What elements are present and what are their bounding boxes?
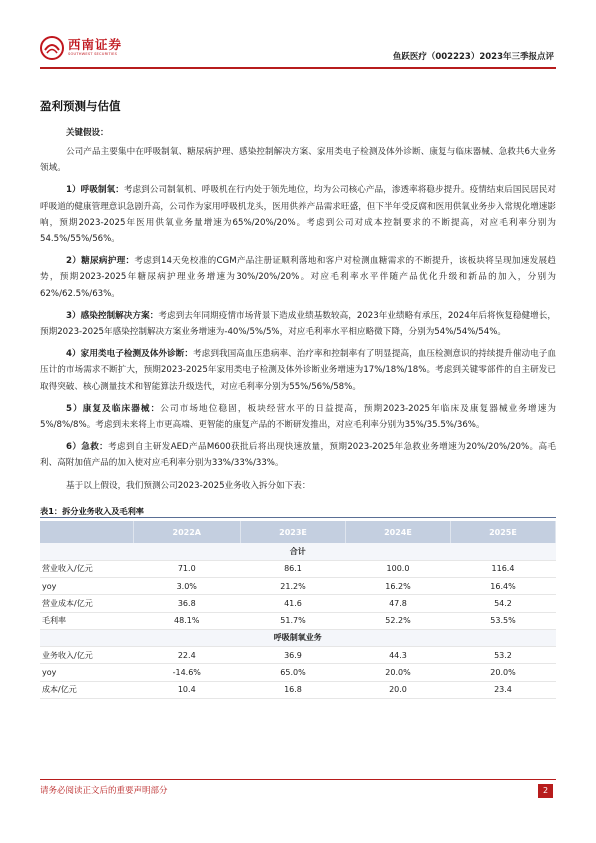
- assumption-paragraph: [40, 182, 556, 247]
- key-assumptions-heading: 关键假设：: [66, 128, 109, 138]
- assumption-paragraph: [40, 346, 556, 395]
- revenue-breakdown-table: [40, 521, 556, 699]
- report-title: 鱼跃医疗（002223）2023年三季报点评: [392, 52, 554, 62]
- table-cell: 20.0%: [345, 664, 450, 681]
- section-title: 盈利预测与估值: [40, 99, 121, 113]
- table-cell: 22.4: [133, 647, 241, 664]
- table-top-rule: [40, 517, 556, 519]
- assumption-title: 4）家用类电子检测及体外诊断：: [66, 349, 194, 360]
- table-cell: 营业收入/亿元: [40, 560, 133, 577]
- table-caption: 表1：拆分业务收入及毛利率: [40, 505, 144, 516]
- intro-paragraph: 公司产品主要集中在呼吸制氧、糖尿病护理、感染控制解决方案、家用类电子检测及体外诊断、康复与临床器械、急救共6大业务领域。: [40, 147, 556, 174]
- table-cell: 36.8: [133, 595, 241, 612]
- table-header-cell: 2022A: [133, 521, 241, 543]
- table-header-cell: 2025E: [450, 521, 555, 543]
- table-cell: 业务收入/亿元: [40, 647, 133, 664]
- table-group-label: 合计: [40, 543, 556, 560]
- assumption-text: 考虑到14天免校准的CGM产品注册证顺利落地和客户对检测血糖需求的不断提升，该板块将呈现加速发展趋势，预期2023-2025年糖尿病护理业务增速为30%/20%/20%。对应毛利率水平伴随产品优化升级和新品的加入，分别为62%/62.5%/63%。: [40, 256, 556, 299]
- assumption-text: 考虑到公司制氧机、呼吸机在行内处于领先地位，均为公司核心产品，渗透率将稳步提升。疫情结束后国民居民对呼吸道的健康管理意识急剧升高，公司作为家用呼吸机龙头，医用供养产品需求旺盛，但下半年受反腐和医用供氧业务步入常规化增速影响，预期2023-2025年医用供氧业务量增速为65%/20%/20%。考虑到公司对成本控制要求的不断提高，对应毛利率分别为54.5%/55%/56%。: [40, 185, 556, 245]
- table-cell: 3.0%: [133, 577, 241, 594]
- page-number: 2: [538, 784, 553, 798]
- table-row: [40, 577, 556, 594]
- logo-chinese-name: 西南证券: [68, 37, 123, 52]
- table-cell: 36.9: [241, 647, 346, 664]
- table-cell: 100.0: [345, 560, 450, 577]
- table-cell: 16.8: [241, 681, 346, 698]
- table-cell: 53.5%: [450, 612, 555, 629]
- table-group-row: [40, 543, 556, 560]
- logo-emblem-icon: [40, 36, 64, 60]
- table-row: [40, 647, 556, 664]
- table-cell: 52.2%: [345, 612, 450, 629]
- assumption-paragraph: [40, 308, 556, 340]
- table-cell: 44.3: [345, 647, 450, 664]
- assumption-text: 考虑到去年同期疫情市场背景下造成业绩基数较高，2023年业绩略有承压，2024年后将恢复稳健增长，预期2023-2025年感染控制解决方案业务增速为-40%/5%/5%，对应毛利率水平相应略微下降，分别为54%/54%/54%。: [40, 310, 557, 338]
- assumption-title: 6）急救：: [66, 442, 109, 453]
- assumption-text: 考虑到我国高血压患病率、治疗率和控制率有了明显提高，血压检测意识的持续提升催动电子血压计的市场需求不断扩大，预期2023-2025年家用类电子检测及体外诊断业务增速为17%/18%/18%。考虑到关键零部件的自主研发已取得突破、核心测量技术和智能算法升级迭代，对应毛利率分别为55%/56%/58%。: [40, 349, 556, 392]
- table-cell: 毛利率: [40, 612, 133, 629]
- assumption-title: 3）感染控制解决方案：: [66, 310, 159, 321]
- table-row: [40, 612, 556, 629]
- table-header-cell: [40, 521, 133, 543]
- table-cell: 成本/亿元: [40, 681, 133, 698]
- table-header-cell: 2023E: [241, 521, 346, 543]
- table-cell: 营业成本/亿元: [40, 595, 133, 612]
- table-cell: yoy: [40, 664, 133, 681]
- assumption-text: 公司市场地位稳固，板块经营水平的日益提高，预期2023-2025年临床及康复器械业务增速为5%/8%/8%。考虑到未来将上市更高端、更智能的康复产品的不断研发推出，对应毛利率分别为35%/35.5%/36%。: [40, 403, 557, 431]
- summary-paragraph: 基于以上假设，我们预测公司2023-2025业务收入拆分如下表：: [66, 480, 311, 491]
- assumption-paragraph: [40, 253, 556, 302]
- disclaimer-note: 请务必阅读正文后的重要声明部分: [40, 786, 168, 796]
- table-group-row: [40, 629, 556, 646]
- table-cell: 54.2: [450, 595, 555, 612]
- table-cell: -14.6%: [133, 664, 241, 681]
- table-cell: 10.4: [133, 681, 241, 698]
- page-header: [0, 0, 596, 70]
- header-divider: [40, 67, 556, 69]
- table-header-cell: 2024E: [345, 521, 450, 543]
- table-cell: 41.6: [241, 595, 346, 612]
- assumption-paragraph: [40, 401, 556, 433]
- table-cell: 16.4%: [450, 577, 555, 594]
- table-cell: 53.2: [450, 647, 555, 664]
- assumption-title: 1）呼吸制氧：: [66, 185, 124, 196]
- footer-divider: [40, 779, 556, 780]
- table-cell: 116.4: [450, 560, 555, 577]
- table-row: [40, 664, 556, 681]
- table-row: [40, 560, 556, 577]
- main-content: [40, 90, 556, 699]
- table-cell: 47.8: [345, 595, 450, 612]
- table-header-row: [40, 521, 556, 543]
- table-cell: yoy: [40, 577, 133, 594]
- table-cell: 65.0%: [241, 664, 346, 681]
- table-row: [40, 595, 556, 612]
- assumption-text: 考虑到自主研发AED产品M600获批后将出现快速放量，预期2023-2025年急救业务增速为20%/20%/20%。高毛利、高附加值产品的加入使对应毛利率分别为33%/33%/33%。: [40, 442, 556, 469]
- table-row: [40, 681, 556, 698]
- table-cell: 20.0: [345, 681, 450, 698]
- logo-english-name: SOUTHWEST SECURITIES: [68, 52, 118, 56]
- table-cell: 21.2%: [241, 577, 346, 594]
- table-cell: 20.0%: [450, 664, 555, 681]
- table-cell: 16.2%: [345, 577, 450, 594]
- table-cell: 86.1: [241, 560, 346, 577]
- assumption-title: 5）康复及临床器械：: [66, 403, 161, 414]
- table-group-label: 呼吸制氧业务: [40, 629, 556, 646]
- company-logo: [40, 34, 150, 64]
- table-cell: 23.4: [450, 681, 555, 698]
- assumption-title: 2）糖尿病护理：: [66, 256, 135, 267]
- assumption-paragraph: [40, 439, 556, 471]
- table-cell: 51.7%: [241, 612, 346, 629]
- table-cell: 71.0: [133, 560, 241, 577]
- table-cell: 48.1%: [133, 612, 241, 629]
